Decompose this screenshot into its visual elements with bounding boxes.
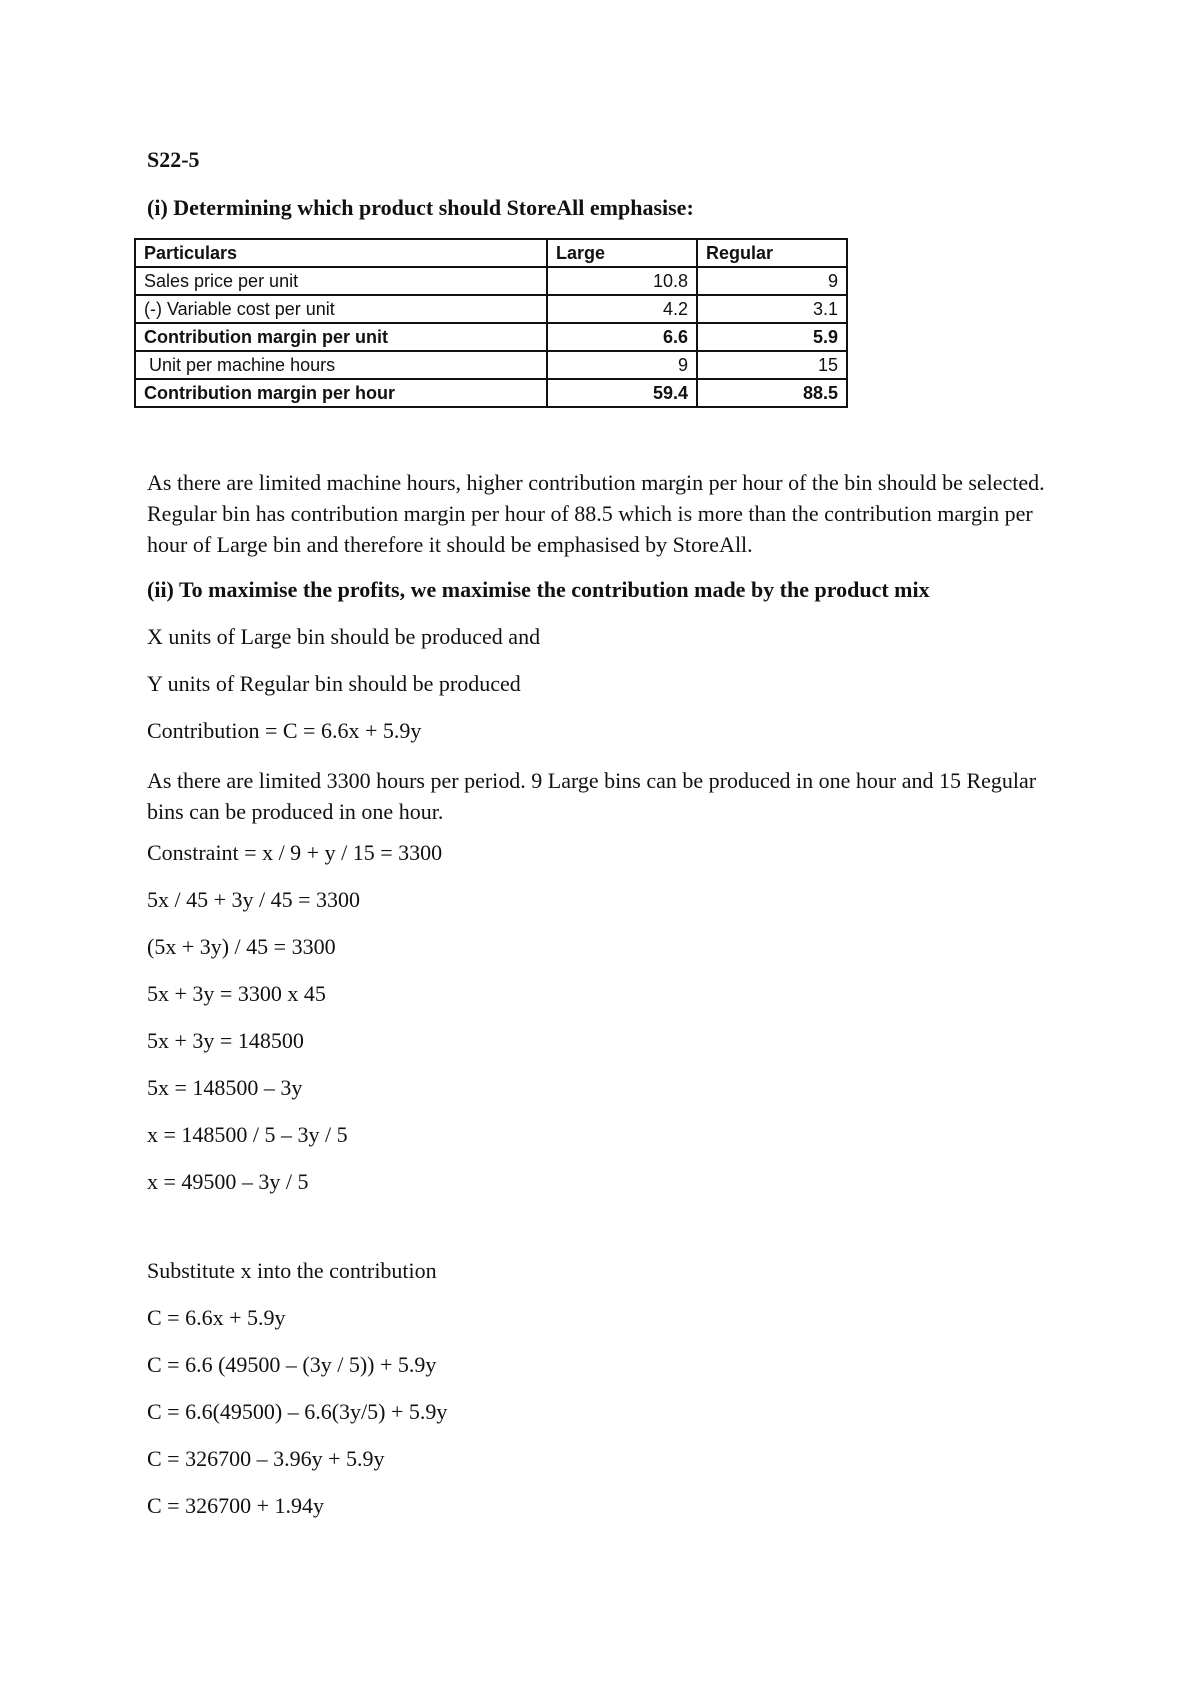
variable-y-definition: Y units of Regular bin should be produced (147, 671, 521, 696)
contribution-table (134, 238, 848, 408)
row-regular-value: 88.5 (697, 379, 847, 407)
row-large-value: 6.6 (547, 323, 697, 351)
row-label: Unit per machine hours (135, 351, 547, 379)
equation-step: (5x + 3y) / 45 = 3300 (147, 934, 336, 959)
problem-code: S22-5 (147, 147, 200, 172)
row-regular-value: 5.9 (697, 323, 847, 351)
table-row (135, 295, 847, 323)
row-label: Sales price per unit (135, 267, 547, 295)
row-regular-value: 15 (697, 351, 847, 379)
contribution-step: C = 326700 – 3.96y + 5.9y (147, 1446, 385, 1471)
table-header-row (135, 239, 847, 267)
table-header-particulars: Particulars (135, 239, 547, 267)
table-header-large: Large (547, 239, 697, 267)
contribution-step: C = 6.6x + 5.9y (147, 1305, 286, 1330)
contribution-step: C = 326700 + 1.94y (147, 1493, 324, 1518)
row-label: Contribution margin per hour (135, 379, 547, 407)
table-row (135, 323, 847, 351)
row-regular-value: 3.1 (697, 295, 847, 323)
row-regular-value: 9 (697, 267, 847, 295)
equation-step: x = 49500 – 3y / 5 (147, 1169, 309, 1194)
equation-step: x = 148500 / 5 – 3y / 5 (147, 1122, 348, 1147)
part2-heading: (ii) To maximise the profits, we maximise the contribution made by the product mix (147, 577, 930, 602)
row-large-value: 4.2 (547, 295, 697, 323)
equation-step: 5x / 45 + 3y / 45 = 3300 (147, 887, 361, 912)
table-row (135, 351, 847, 379)
table-row (135, 379, 847, 407)
contribution-definition: Contribution = C = 6.6x + 5.9y (147, 718, 422, 743)
row-large-value: 59.4 (547, 379, 697, 407)
contribution-step: C = 6.6 (49500 – (3y / 5)) + 5.9y (147, 1352, 437, 1377)
equation-step: 5x + 3y = 3300 x 45 (147, 981, 326, 1006)
substitute-text: Substitute x into the contribution (147, 1258, 437, 1283)
variable-x-definition: X units of Large bin should be produced and (147, 624, 541, 649)
part1-explanation: As there are limited machine hours, higher contribution margin per hour of the bin should be selected. Regular bin has contribution margin per hour of 88.5 which is more than the contribution margin per hour of Large bin and therefore it should be emphasised by StoreAll. (147, 470, 1045, 557)
row-label: (-) Variable cost per unit (135, 295, 547, 323)
part1-heading: (i) Determining which product should StoreAll emphasise: (147, 195, 694, 220)
row-large-value: 9 (547, 351, 697, 379)
row-label: Contribution margin per unit (135, 323, 547, 351)
equation-step: 5x + 3y = 148500 (147, 1028, 304, 1053)
equation-step: Constraint = x / 9 + y / 15 = 3300 (147, 840, 443, 865)
table-header-regular: Regular (697, 239, 847, 267)
table-row (135, 267, 847, 295)
hours-limit-text: As there are limited 3300 hours per period. 9 Large bins can be produced in one hour and 15 Regular bins can be produced in one hour. (147, 768, 1037, 824)
row-large-value: 10.8 (547, 267, 697, 295)
contribution-step: C = 6.6(49500) – 6.6(3y/5) + 5.9y (147, 1399, 448, 1424)
equation-step: 5x = 148500 – 3y (147, 1075, 303, 1100)
